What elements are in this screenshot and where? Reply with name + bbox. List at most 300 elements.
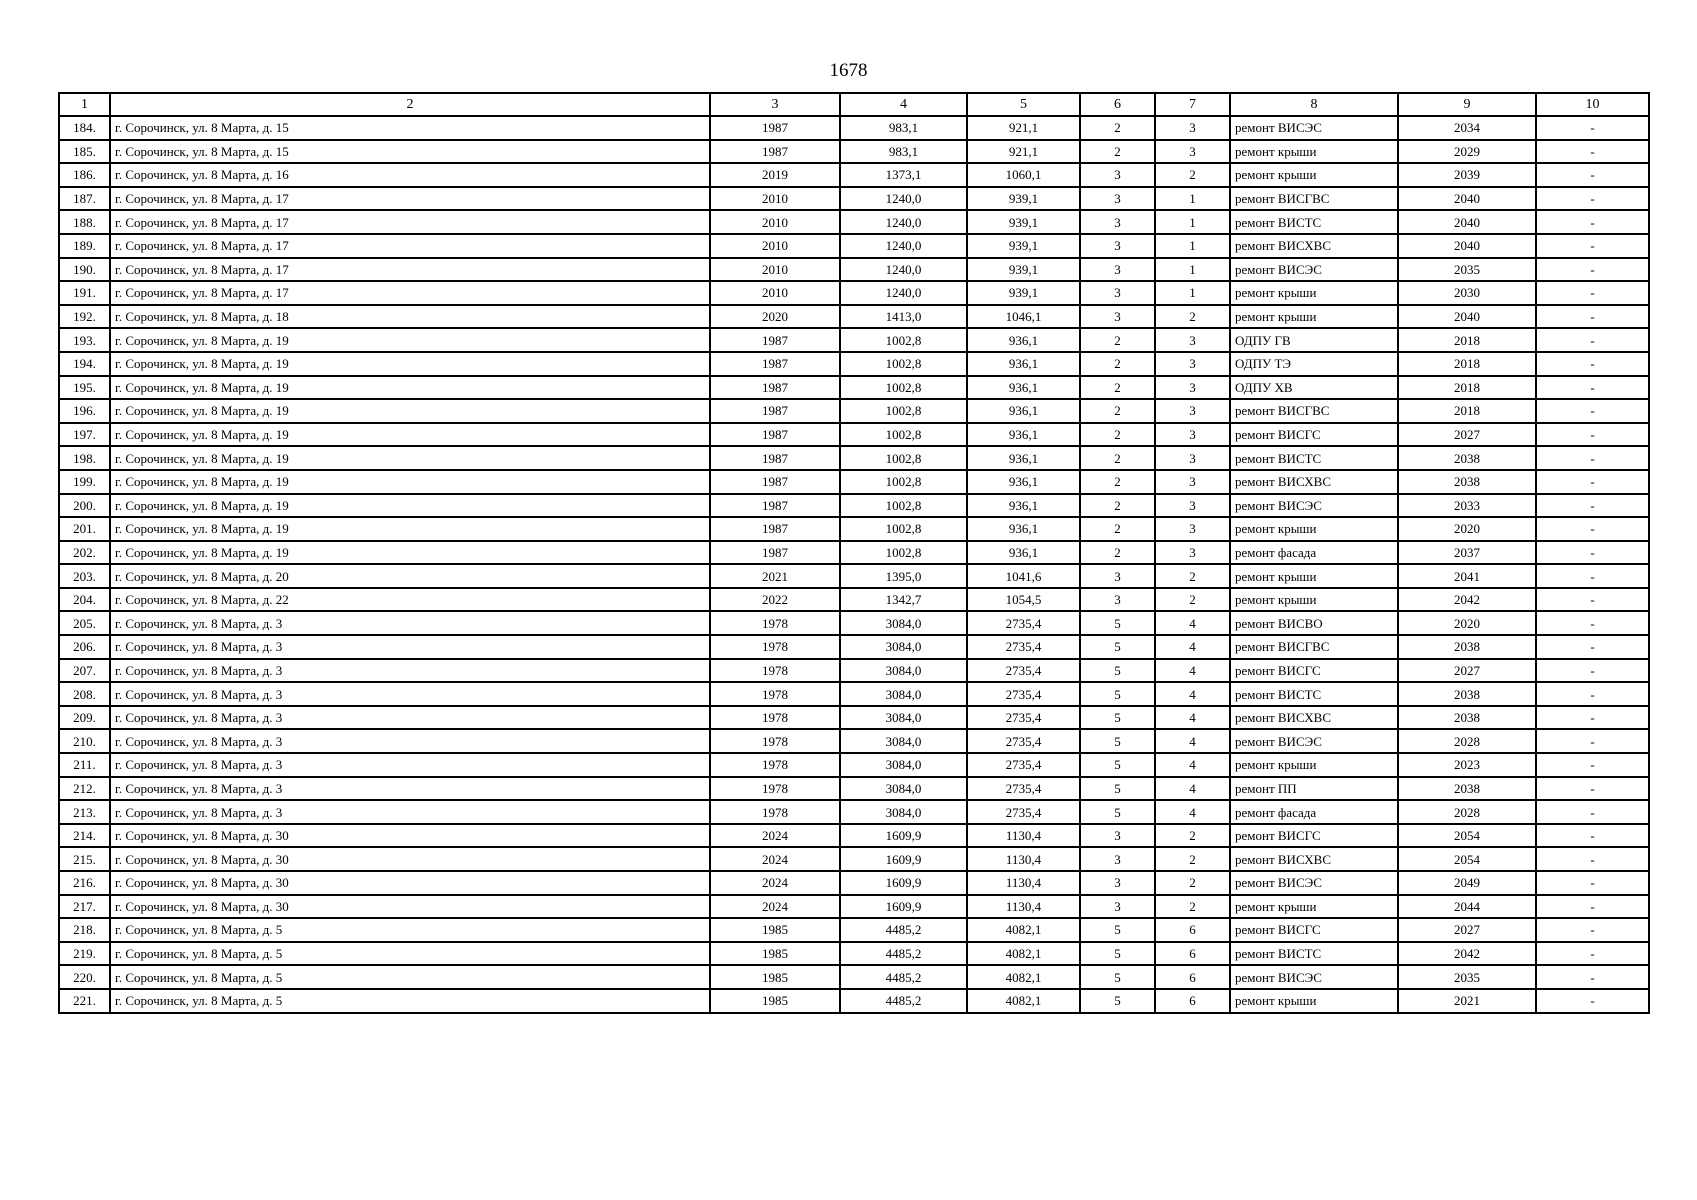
cell-entrances: 2 (1155, 824, 1230, 848)
cell-living-area: 1130,4 (967, 847, 1080, 871)
cell-floors: 2 (1080, 376, 1155, 400)
cell-address: г. Сорочинск, ул. 8 Марта, д. 5 (110, 918, 710, 942)
cell-entrances: 3 (1155, 399, 1230, 423)
cell-address: г. Сорочинск, ул. 8 Марта, д. 18 (110, 305, 710, 329)
cell-floors: 5 (1080, 635, 1155, 659)
cell-row-number: 192. (59, 305, 110, 329)
cell-address: г. Сорочинск, ул. 8 Марта, д. 3 (110, 753, 710, 777)
cell-living-area: 4082,1 (967, 942, 1080, 966)
cell-planned-year: 2027 (1398, 918, 1536, 942)
cell-row-number: 193. (59, 328, 110, 352)
cell-note: - (1536, 234, 1649, 258)
cell-entrances: 1 (1155, 210, 1230, 234)
cell-work-type: ремонт крыши (1230, 281, 1398, 305)
cell-address: г. Сорочинск, ул. 8 Марта, д. 15 (110, 140, 710, 164)
cell-entrances: 4 (1155, 682, 1230, 706)
cell-address: г. Сорочинск, ул. 8 Марта, д. 5 (110, 989, 710, 1013)
cell-year-built: 2020 (710, 305, 840, 329)
cell-work-type: ремонт ВИСВО (1230, 611, 1398, 635)
cell-floors: 5 (1080, 682, 1155, 706)
column-header-4: 4 (840, 93, 967, 116)
cell-row-number: 214. (59, 824, 110, 848)
cell-address: г. Сорочинск, ул. 8 Марта, д. 5 (110, 942, 710, 966)
cell-planned-year: 2038 (1398, 706, 1536, 730)
cell-floors: 5 (1080, 753, 1155, 777)
cell-note: - (1536, 258, 1649, 282)
table-row (59, 847, 1649, 871)
cell-note: - (1536, 494, 1649, 518)
cell-row-number: 204. (59, 588, 110, 612)
cell-work-type: ремонт ВИСТС (1230, 682, 1398, 706)
cell-work-type: ремонт ВИСХВС (1230, 847, 1398, 871)
cell-planned-year: 2020 (1398, 517, 1536, 541)
cell-total-area: 1002,8 (840, 399, 967, 423)
cell-address: г. Сорочинск, ул. 8 Марта, д. 19 (110, 446, 710, 470)
cell-floors: 5 (1080, 800, 1155, 824)
cell-floors: 5 (1080, 989, 1155, 1013)
cell-floors: 5 (1080, 918, 1155, 942)
cell-total-area: 1395,0 (840, 564, 967, 588)
cell-note: - (1536, 706, 1649, 730)
cell-planned-year: 2041 (1398, 564, 1536, 588)
cell-row-number: 202. (59, 541, 110, 565)
cell-floors: 3 (1080, 847, 1155, 871)
cell-planned-year: 2037 (1398, 541, 1536, 565)
cell-living-area: 936,1 (967, 423, 1080, 447)
cell-year-built: 1987 (710, 541, 840, 565)
cell-living-area: 921,1 (967, 140, 1080, 164)
cell-work-type: ремонт ВИСТС (1230, 210, 1398, 234)
cell-row-number: 198. (59, 446, 110, 470)
column-header-1: 1 (59, 93, 110, 116)
cell-living-area: 936,1 (967, 328, 1080, 352)
cell-address: г. Сорочинск, ул. 8 Марта, д. 3 (110, 706, 710, 730)
cell-year-built: 2019 (710, 163, 840, 187)
table-row (59, 470, 1649, 494)
cell-planned-year: 2040 (1398, 234, 1536, 258)
table-row (59, 635, 1649, 659)
table-row (59, 588, 1649, 612)
cell-floors: 5 (1080, 942, 1155, 966)
cell-year-built: 1987 (710, 140, 840, 164)
column-header-5: 5 (967, 93, 1080, 116)
cell-work-type: ремонт ВИСТС (1230, 942, 1398, 966)
cell-note: - (1536, 871, 1649, 895)
cell-work-type: ремонт ВИСХВС (1230, 706, 1398, 730)
cell-row-number: 203. (59, 564, 110, 588)
cell-address: г. Сорочинск, ул. 8 Марта, д. 15 (110, 116, 710, 140)
table-row (59, 895, 1649, 919)
cell-entrances: 4 (1155, 635, 1230, 659)
cell-total-area: 3084,0 (840, 777, 967, 801)
table-row (59, 187, 1649, 211)
cell-planned-year: 2023 (1398, 753, 1536, 777)
cell-note: - (1536, 281, 1649, 305)
page-number: 1678 (829, 60, 868, 81)
cell-work-type: ремонт ВИСГВС (1230, 187, 1398, 211)
cell-floors: 3 (1080, 187, 1155, 211)
cell-note: - (1536, 564, 1649, 588)
cell-row-number: 184. (59, 116, 110, 140)
table-row (59, 918, 1649, 942)
cell-note: - (1536, 682, 1649, 706)
cell-living-area: 2735,4 (967, 611, 1080, 635)
table-row (59, 800, 1649, 824)
cell-work-type: ремонт ВИСХВС (1230, 234, 1398, 258)
cell-living-area: 939,1 (967, 258, 1080, 282)
table-row (59, 376, 1649, 400)
cell-year-built: 2010 (710, 210, 840, 234)
cell-row-number: 195. (59, 376, 110, 400)
cell-row-number: 186. (59, 163, 110, 187)
cell-work-type: ремонт ВИСГВС (1230, 399, 1398, 423)
cell-living-area: 1046,1 (967, 305, 1080, 329)
cell-total-area: 3084,0 (840, 611, 967, 635)
cell-note: - (1536, 659, 1649, 683)
cell-row-number: 206. (59, 635, 110, 659)
cell-entrances: 2 (1155, 847, 1230, 871)
cell-planned-year: 2018 (1398, 352, 1536, 376)
table-row (59, 541, 1649, 565)
cell-note: - (1536, 635, 1649, 659)
cell-row-number: 211. (59, 753, 110, 777)
cell-work-type: ремонт ВИСХВС (1230, 470, 1398, 494)
cell-planned-year: 2040 (1398, 305, 1536, 329)
cell-note: - (1536, 376, 1649, 400)
cell-planned-year: 2018 (1398, 376, 1536, 400)
cell-total-area: 3084,0 (840, 659, 967, 683)
cell-address: г. Сорочинск, ул. 8 Марта, д. 17 (110, 187, 710, 211)
cell-work-type: ремонт ВИСГС (1230, 918, 1398, 942)
cell-floors: 3 (1080, 210, 1155, 234)
cell-year-built: 2010 (710, 281, 840, 305)
cell-row-number: 220. (59, 965, 110, 989)
cell-work-type: ремонт ПП (1230, 777, 1398, 801)
cell-note: - (1536, 352, 1649, 376)
cell-note: - (1536, 753, 1649, 777)
cell-floors: 2 (1080, 494, 1155, 518)
cell-address: г. Сорочинск, ул. 8 Марта, д. 20 (110, 564, 710, 588)
cell-row-number: 196. (59, 399, 110, 423)
cell-planned-year: 2054 (1398, 824, 1536, 848)
cell-living-area: 936,1 (967, 446, 1080, 470)
cell-planned-year: 2035 (1398, 965, 1536, 989)
table-row (59, 234, 1649, 258)
cell-year-built: 1978 (710, 800, 840, 824)
cell-planned-year: 2049 (1398, 871, 1536, 895)
cell-living-area: 936,1 (967, 494, 1080, 518)
cell-entrances: 1 (1155, 187, 1230, 211)
cell-row-number: 218. (59, 918, 110, 942)
cell-living-area: 936,1 (967, 541, 1080, 565)
cell-total-area: 1002,8 (840, 494, 967, 518)
cell-total-area: 1002,8 (840, 470, 967, 494)
cell-floors: 3 (1080, 281, 1155, 305)
cell-year-built: 2024 (710, 871, 840, 895)
cell-total-area: 1240,0 (840, 187, 967, 211)
cell-planned-year: 2029 (1398, 140, 1536, 164)
table-row (59, 210, 1649, 234)
cell-floors: 5 (1080, 965, 1155, 989)
cell-entrances: 3 (1155, 494, 1230, 518)
cell-address: г. Сорочинск, ул. 8 Марта, д. 3 (110, 777, 710, 801)
cell-floors: 2 (1080, 446, 1155, 470)
cell-planned-year: 2040 (1398, 187, 1536, 211)
cell-total-area: 1609,9 (840, 847, 967, 871)
cell-total-area: 1002,8 (840, 517, 967, 541)
cell-entrances: 4 (1155, 706, 1230, 730)
table-row (59, 682, 1649, 706)
cell-floors: 2 (1080, 423, 1155, 447)
table-row (59, 729, 1649, 753)
cell-row-number: 219. (59, 942, 110, 966)
cell-address: г. Сорочинск, ул. 8 Марта, д. 17 (110, 281, 710, 305)
cell-total-area: 1002,8 (840, 376, 967, 400)
table-row (59, 494, 1649, 518)
cell-floors: 5 (1080, 659, 1155, 683)
cell-total-area: 983,1 (840, 140, 967, 164)
cell-living-area: 936,1 (967, 399, 1080, 423)
cell-work-type: ремонт крыши (1230, 140, 1398, 164)
cell-row-number: 212. (59, 777, 110, 801)
cell-planned-year: 2030 (1398, 281, 1536, 305)
cell-entrances: 3 (1155, 541, 1230, 565)
cell-address: г. Сорочинск, ул. 8 Марта, д. 19 (110, 399, 710, 423)
cell-entrances: 4 (1155, 800, 1230, 824)
cell-entrances: 3 (1155, 470, 1230, 494)
cell-row-number: 190. (59, 258, 110, 282)
cell-row-number: 217. (59, 895, 110, 919)
cell-living-area: 2735,4 (967, 682, 1080, 706)
cell-year-built: 2010 (710, 258, 840, 282)
cell-living-area: 1130,4 (967, 824, 1080, 848)
cell-total-area: 3084,0 (840, 682, 967, 706)
cell-year-built: 1987 (710, 494, 840, 518)
cell-living-area: 1041,6 (967, 564, 1080, 588)
cell-planned-year: 2038 (1398, 635, 1536, 659)
table-row (59, 281, 1649, 305)
cell-address: г. Сорочинск, ул. 8 Марта, д. 19 (110, 352, 710, 376)
cell-note: - (1536, 847, 1649, 871)
cell-floors: 2 (1080, 517, 1155, 541)
cell-address: г. Сорочинск, ул. 8 Марта, д. 19 (110, 470, 710, 494)
cell-row-number: 210. (59, 729, 110, 753)
cell-living-area: 4082,1 (967, 965, 1080, 989)
cell-planned-year: 2038 (1398, 777, 1536, 801)
cell-planned-year: 2038 (1398, 470, 1536, 494)
cell-address: г. Сорочинск, ул. 8 Марта, д. 17 (110, 234, 710, 258)
cell-note: - (1536, 210, 1649, 234)
cell-floors: 3 (1080, 305, 1155, 329)
table-row (59, 989, 1649, 1013)
cell-note: - (1536, 446, 1649, 470)
cell-planned-year: 2028 (1398, 729, 1536, 753)
cell-entrances: 3 (1155, 423, 1230, 447)
cell-living-area: 921,1 (967, 116, 1080, 140)
cell-address: г. Сорочинск, ул. 8 Марта, д. 19 (110, 517, 710, 541)
cell-year-built: 1978 (710, 635, 840, 659)
table-row (59, 659, 1649, 683)
cell-planned-year: 2034 (1398, 116, 1536, 140)
table-row (59, 399, 1649, 423)
cell-living-area: 1130,4 (967, 895, 1080, 919)
cell-total-area: 1413,0 (840, 305, 967, 329)
cell-living-area: 4082,1 (967, 918, 1080, 942)
cell-year-built: 1987 (710, 470, 840, 494)
cell-row-number: 191. (59, 281, 110, 305)
cell-row-number: 209. (59, 706, 110, 730)
cell-floors: 2 (1080, 352, 1155, 376)
table-row (59, 163, 1649, 187)
cell-floors: 3 (1080, 163, 1155, 187)
cell-floors: 2 (1080, 470, 1155, 494)
cell-entrances: 3 (1155, 352, 1230, 376)
cell-total-area: 1240,0 (840, 234, 967, 258)
cell-entrances: 4 (1155, 729, 1230, 753)
cell-note: - (1536, 989, 1649, 1013)
cell-year-built: 2024 (710, 847, 840, 871)
cell-planned-year: 2054 (1398, 847, 1536, 871)
cell-address: г. Сорочинск, ул. 8 Марта, д. 3 (110, 659, 710, 683)
cell-entrances: 3 (1155, 328, 1230, 352)
cell-planned-year: 2038 (1398, 682, 1536, 706)
cell-entrances: 2 (1155, 588, 1230, 612)
cell-living-area: 2735,4 (967, 753, 1080, 777)
cell-year-built: 1987 (710, 328, 840, 352)
cell-note: - (1536, 163, 1649, 187)
cell-living-area: 936,1 (967, 376, 1080, 400)
cell-note: - (1536, 895, 1649, 919)
cell-entrances: 2 (1155, 564, 1230, 588)
cell-living-area: 2735,4 (967, 659, 1080, 683)
cell-work-type: ремонт ВИСТС (1230, 446, 1398, 470)
cell-entrances: 3 (1155, 376, 1230, 400)
table-row (59, 777, 1649, 801)
cell-note: - (1536, 918, 1649, 942)
cell-row-number: 200. (59, 494, 110, 518)
cell-living-area: 2735,4 (967, 706, 1080, 730)
cell-address: г. Сорочинск, ул. 8 Марта, д. 30 (110, 824, 710, 848)
cell-living-area: 936,1 (967, 470, 1080, 494)
cell-floors: 5 (1080, 706, 1155, 730)
cell-total-area: 1002,8 (840, 352, 967, 376)
cell-work-type: ремонт крыши (1230, 564, 1398, 588)
cell-year-built: 2021 (710, 564, 840, 588)
cell-address: г. Сорочинск, ул. 8 Марта, д. 30 (110, 895, 710, 919)
cell-work-type: ремонт ВИСГС (1230, 423, 1398, 447)
cell-row-number: 205. (59, 611, 110, 635)
column-header-7: 7 (1155, 93, 1230, 116)
cell-work-type: ремонт крыши (1230, 163, 1398, 187)
table-header-row (59, 93, 1649, 116)
table-row (59, 753, 1649, 777)
cell-total-area: 1373,1 (840, 163, 967, 187)
cell-note: - (1536, 588, 1649, 612)
cell-living-area: 939,1 (967, 210, 1080, 234)
cell-planned-year: 2018 (1398, 399, 1536, 423)
table-row (59, 942, 1649, 966)
cell-address: г. Сорочинск, ул. 8 Марта, д. 3 (110, 635, 710, 659)
cell-row-number: 194. (59, 352, 110, 376)
table-row (59, 328, 1649, 352)
cell-total-area: 4485,2 (840, 918, 967, 942)
cell-entrances: 1 (1155, 258, 1230, 282)
cell-address: г. Сорочинск, ул. 8 Марта, д. 3 (110, 682, 710, 706)
cell-year-built: 1987 (710, 399, 840, 423)
cell-work-type: ремонт ВИСЭС (1230, 258, 1398, 282)
cell-living-area: 939,1 (967, 187, 1080, 211)
cell-floors: 5 (1080, 611, 1155, 635)
cell-entrances: 1 (1155, 234, 1230, 258)
cell-planned-year: 2027 (1398, 659, 1536, 683)
cell-entrances: 2 (1155, 305, 1230, 329)
table-row (59, 116, 1649, 140)
cell-row-number: 201. (59, 517, 110, 541)
cell-row-number: 208. (59, 682, 110, 706)
column-header-8: 8 (1230, 93, 1398, 116)
cell-address: г. Сорочинск, ул. 8 Марта, д. 19 (110, 541, 710, 565)
cell-note: - (1536, 517, 1649, 541)
column-header-9: 9 (1398, 93, 1536, 116)
cell-total-area: 1002,8 (840, 541, 967, 565)
cell-planned-year: 2033 (1398, 494, 1536, 518)
cell-floors: 3 (1080, 824, 1155, 848)
table-row (59, 423, 1649, 447)
cell-floors: 3 (1080, 258, 1155, 282)
cell-year-built: 2010 (710, 234, 840, 258)
cell-entrances: 3 (1155, 116, 1230, 140)
cell-total-area: 3084,0 (840, 800, 967, 824)
cell-living-area: 1060,1 (967, 163, 1080, 187)
cell-note: - (1536, 611, 1649, 635)
cell-row-number: 213. (59, 800, 110, 824)
cell-entrances: 3 (1155, 140, 1230, 164)
cell-total-area: 3084,0 (840, 729, 967, 753)
cell-total-area: 3084,0 (840, 635, 967, 659)
cell-living-area: 2735,4 (967, 729, 1080, 753)
cell-total-area: 1002,8 (840, 328, 967, 352)
cell-row-number: 199. (59, 470, 110, 494)
cell-total-area: 1342,7 (840, 588, 967, 612)
cell-note: - (1536, 187, 1649, 211)
cell-year-built: 1978 (710, 682, 840, 706)
cell-planned-year: 2044 (1398, 895, 1536, 919)
cell-planned-year: 2038 (1398, 446, 1536, 470)
cell-floors: 3 (1080, 588, 1155, 612)
cell-year-built: 2024 (710, 895, 840, 919)
cell-note: - (1536, 140, 1649, 164)
cell-note: - (1536, 777, 1649, 801)
cell-address: г. Сорочинск, ул. 8 Марта, д. 3 (110, 729, 710, 753)
cell-planned-year: 2020 (1398, 611, 1536, 635)
cell-living-area: 936,1 (967, 517, 1080, 541)
cell-living-area: 939,1 (967, 234, 1080, 258)
cell-address: г. Сорочинск, ул. 8 Марта, д. 3 (110, 611, 710, 635)
cell-row-number: 188. (59, 210, 110, 234)
cell-living-area: 939,1 (967, 281, 1080, 305)
cell-address: г. Сорочинск, ул. 8 Марта, д. 19 (110, 494, 710, 518)
cell-work-type: ОДПУ ТЭ (1230, 352, 1398, 376)
cell-work-type: ремонт фасада (1230, 800, 1398, 824)
cell-floors: 2 (1080, 140, 1155, 164)
cell-total-area: 1002,8 (840, 446, 967, 470)
table-row (59, 517, 1649, 541)
cell-floors: 3 (1080, 895, 1155, 919)
cell-planned-year: 2040 (1398, 210, 1536, 234)
cell-work-type: ремонт фасада (1230, 541, 1398, 565)
cell-planned-year: 2018 (1398, 328, 1536, 352)
cell-entrances: 2 (1155, 871, 1230, 895)
